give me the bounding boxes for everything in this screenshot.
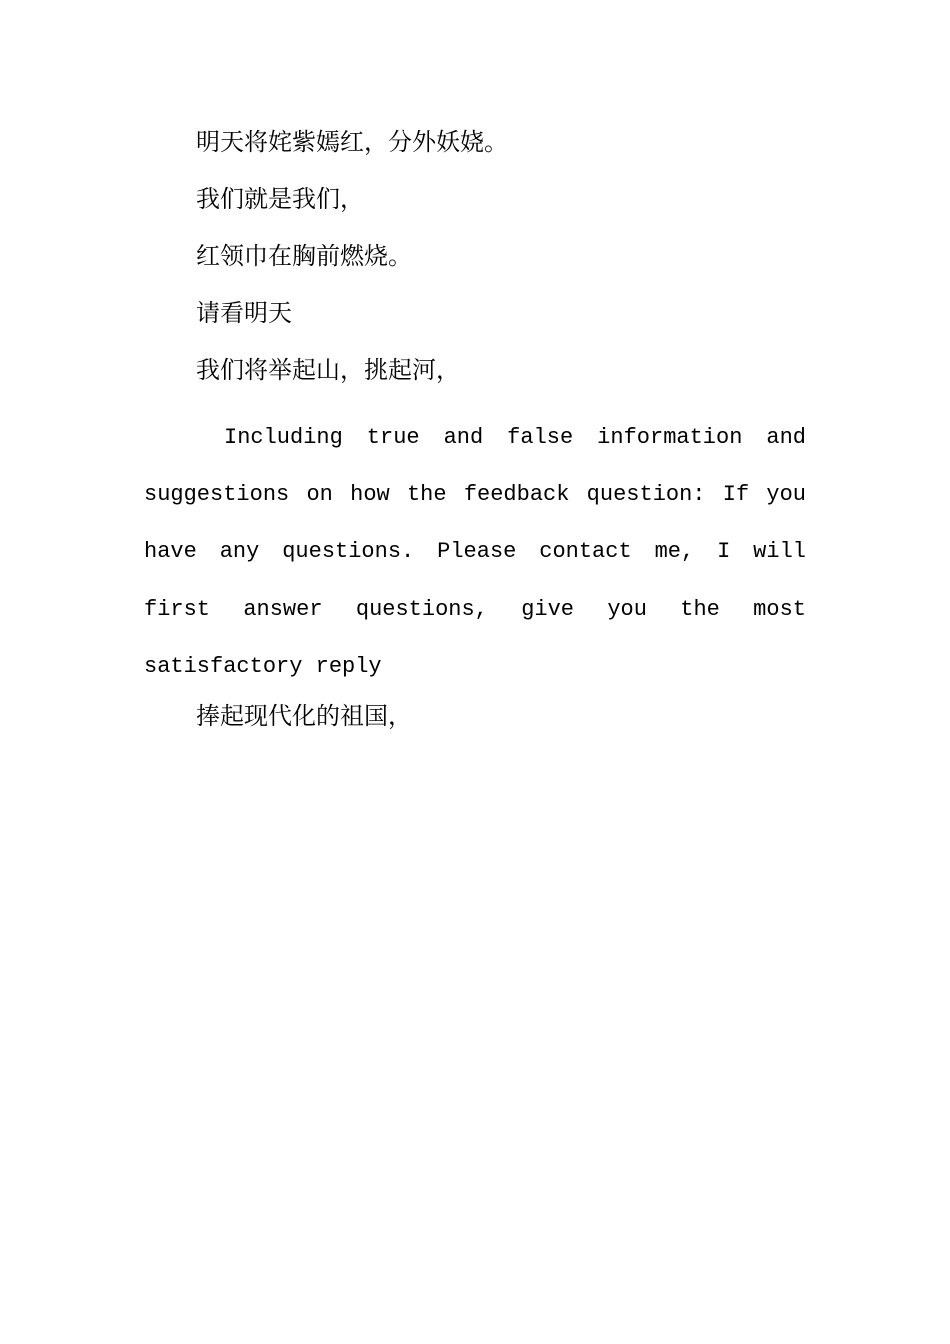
poem-line: 捧起现代化的祖国， [196,702,412,730]
poem-line: 我们将举起山，挑起河， [196,356,460,384]
poem-line: 我们就是我们， [196,185,364,213]
english-paragraph: Including true and false information and suggestions on how the feedback question: If you have any questions. Please contact me, I will first answer questions, give you the most satisfactory reply [144,425,806,679]
poem-line: 请看明天 [196,299,292,327]
poem-line: 红领巾在胸前燃烧。 [196,242,412,270]
poem-line: 明天将姹紫嫣红，分外妖娆。 [196,128,508,156]
